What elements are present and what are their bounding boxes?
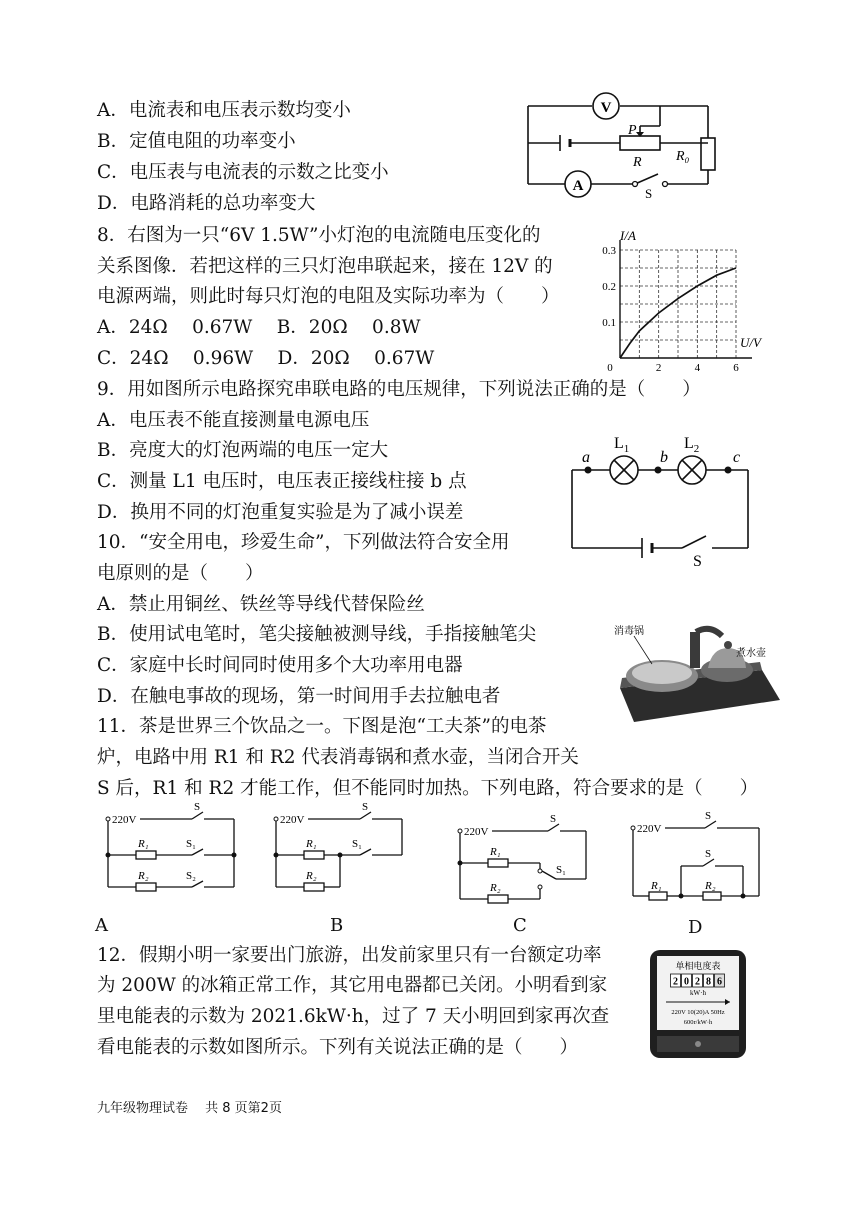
meter-unit: kW·h — [690, 989, 706, 997]
d-s-label: S — [705, 812, 712, 822]
y-tick-label: 0.1 — [602, 317, 616, 329]
a-s1-label: S₁ — [186, 838, 196, 850]
q10-option-b: B．使用试电笔时，笔尖接触被测导线，手指接触笔尖 — [97, 624, 537, 645]
x-tick-label: 4 — [694, 362, 701, 372]
q10-option-a: A．禁止用铜丝、铁丝等导线代替保险丝 — [97, 594, 425, 615]
ammeter-label: A — [572, 178, 584, 194]
chart-ylabel: I/A — [620, 228, 636, 243]
q7-option-d: D．电路消耗的总功率变大 — [97, 193, 316, 214]
circuit-option-d — [625, 812, 765, 902]
q10-option-d: D．在触电事故的现场，第一时间用手去拉触电者 — [97, 686, 501, 707]
label-kettle: 煮水壶 — [736, 648, 766, 659]
lamp-l2-label: $L_2$ — [684, 435, 700, 455]
option-letter-a: A — [95, 915, 108, 936]
q12-line-2: 为 200W 的冰箱正常工作，其它用电器都已关闭。小明看到家 — [97, 975, 608, 996]
meter-digit: 2 — [695, 976, 700, 988]
meter-digit: 6 — [717, 976, 722, 988]
b-voltage-label: 220V — [280, 814, 305, 826]
c-s1-label: S₁ — [556, 864, 566, 876]
q8-line-3: 电源两端，则此时每只灯泡的电阻及实际功率为（ ） — [97, 286, 560, 307]
rheostat-label: R — [633, 155, 642, 170]
a-r1-label: R₁ — [138, 838, 149, 850]
q8-options-row-1: A．24Ω 0.67W B．20Ω 0.8W — [97, 317, 421, 338]
fixed-resistor-label: R₀ — [676, 149, 690, 164]
b-r2-label: R₂ — [306, 870, 317, 882]
point-c-label: c — [733, 449, 741, 466]
a-r2-label: R₂ — [138, 870, 149, 882]
q11-line-1: 11．茶是世界三个饮品之一。下图是泡“工夫茶”的电茶 — [97, 716, 547, 737]
c-r1-label: R₁ — [490, 846, 501, 858]
chart-grid — [620, 250, 736, 358]
q11-line-2: 炉，电路中用 R1 和 R2 代表消毒锅和煮水壶，当闭合开关 — [97, 747, 579, 768]
y-tick-label: 0.2 — [602, 281, 616, 293]
q7-option-b: B．定值电阻的功率变小 — [97, 131, 296, 152]
lamp-l1-label: $L_1$ — [614, 435, 630, 455]
q7-option-a: A．电流表和电压表示数均变小 — [97, 100, 351, 121]
d-voltage-label: 220V — [637, 823, 662, 835]
voltmeter-label: V — [600, 100, 612, 116]
option-letter-b: B — [330, 915, 344, 936]
q10-line-2: 电原则的是（ ） — [97, 563, 264, 584]
b-s1-label: S₁ — [352, 838, 362, 850]
iv-chart — [590, 222, 765, 372]
circuit-option-c — [452, 815, 592, 905]
q9-switch-label: S — [693, 553, 702, 570]
q9-option-a: A．电压表不能直接测量电源电压 — [97, 410, 370, 431]
page-footer: 九年级物理试卷 共 8 页第2页 — [97, 1101, 282, 1116]
meter-digit: 0 — [684, 976, 689, 988]
q8-options-row-2: C．24Ω 0.96W D．20Ω 0.67W — [97, 348, 435, 369]
switch-label: S — [645, 186, 653, 198]
q9-stem: 9．用如图所示电路探究串联电路的电压规律，下列说法正确的是（ ） — [97, 379, 701, 400]
point-b-label: b — [660, 449, 668, 466]
meter-spec-2: 600r/kW·h — [683, 1019, 713, 1026]
q12-line-4: 看电能表的示数如图所示。下列有关说法正确的是（ ） — [97, 1037, 579, 1058]
slider-label: P — [628, 123, 637, 138]
meter-digit: 2 — [673, 976, 678, 988]
q9-option-d: D．换用不同的灯泡重复实验是为了减小误差 — [97, 502, 464, 523]
q12-line-1: 12．假期小明一家要出门旅游，出发前家里只有一台额定功率 — [97, 945, 602, 966]
a-voltage-label: 220V — [112, 814, 137, 826]
q11-line-3: S 后，R1 和 R2 才能工作，但不能同时加热。下列电路，符合要求的是（ ） — [97, 778, 759, 799]
energy-meter — [648, 948, 748, 1062]
label-disinfection-pot: 消毒锅 — [614, 626, 644, 637]
chart-xlabel: U/V — [740, 335, 761, 350]
b-s-label: S — [362, 803, 369, 813]
c-voltage-label: 220V — [464, 826, 489, 838]
b-r1-label: R₁ — [306, 838, 317, 850]
q9-option-c: C．测量 L1 电压时，电压表正接线柱接 b 点 — [97, 471, 467, 492]
x-tick-label: 6 — [733, 362, 739, 372]
y-tick-label: 0.3 — [602, 245, 616, 257]
q12-line-3: 里电能表的示数为 2021.6kW·h，过了 7 天小明回到家再次查 — [97, 1006, 610, 1027]
option-letter-c: C — [513, 915, 527, 936]
circuit-option-b — [268, 803, 408, 893]
q9-option-b: B．亮度大的灯泡两端的电压一定大 — [97, 440, 389, 461]
meter-digit-row — [671, 974, 725, 988]
q7-circuit-diagram — [520, 88, 740, 198]
d-r2-label: R₂ — [705, 880, 716, 892]
q9-circuit-diagram — [560, 430, 760, 570]
a-s2-label: S₂ — [186, 870, 196, 882]
d-s2-label: S — [705, 848, 712, 860]
q10-line-1: 10．“安全用电，珍爱生命”，下列做法符合安全用 — [97, 532, 510, 553]
option-letter-d: D — [688, 917, 703, 938]
tea-stove-photo — [612, 618, 782, 726]
q10-option-c: C．家庭中长时间同时使用多个大功率用电器 — [97, 655, 463, 676]
x-tick-label: 0 — [607, 362, 613, 372]
c-s-label: S — [550, 815, 557, 825]
c-r2-label: R₂ — [490, 882, 501, 894]
meter-title: 单相电度表 — [675, 961, 721, 971]
d-r1-label: R₁ — [651, 880, 662, 892]
x-tick-label: 2 — [655, 362, 662, 372]
point-a-label: a — [582, 449, 590, 466]
q7-option-c: C．电压表与电流表的示数之比变小 — [97, 162, 389, 183]
q8-line-2: 关系图像．若把这样的三只灯泡串联起来，接在 12V 的 — [97, 256, 553, 277]
meter-digit: 8 — [706, 976, 711, 988]
circuit-option-a — [100, 803, 240, 893]
q8-line-1: 8．右图为一只“6V 1.5W”小灯泡的电流随电压变化的 — [97, 225, 541, 246]
a-s-label: S — [194, 803, 201, 813]
meter-spec-1: 220V 10(20)A 50Hz — [671, 1009, 725, 1016]
